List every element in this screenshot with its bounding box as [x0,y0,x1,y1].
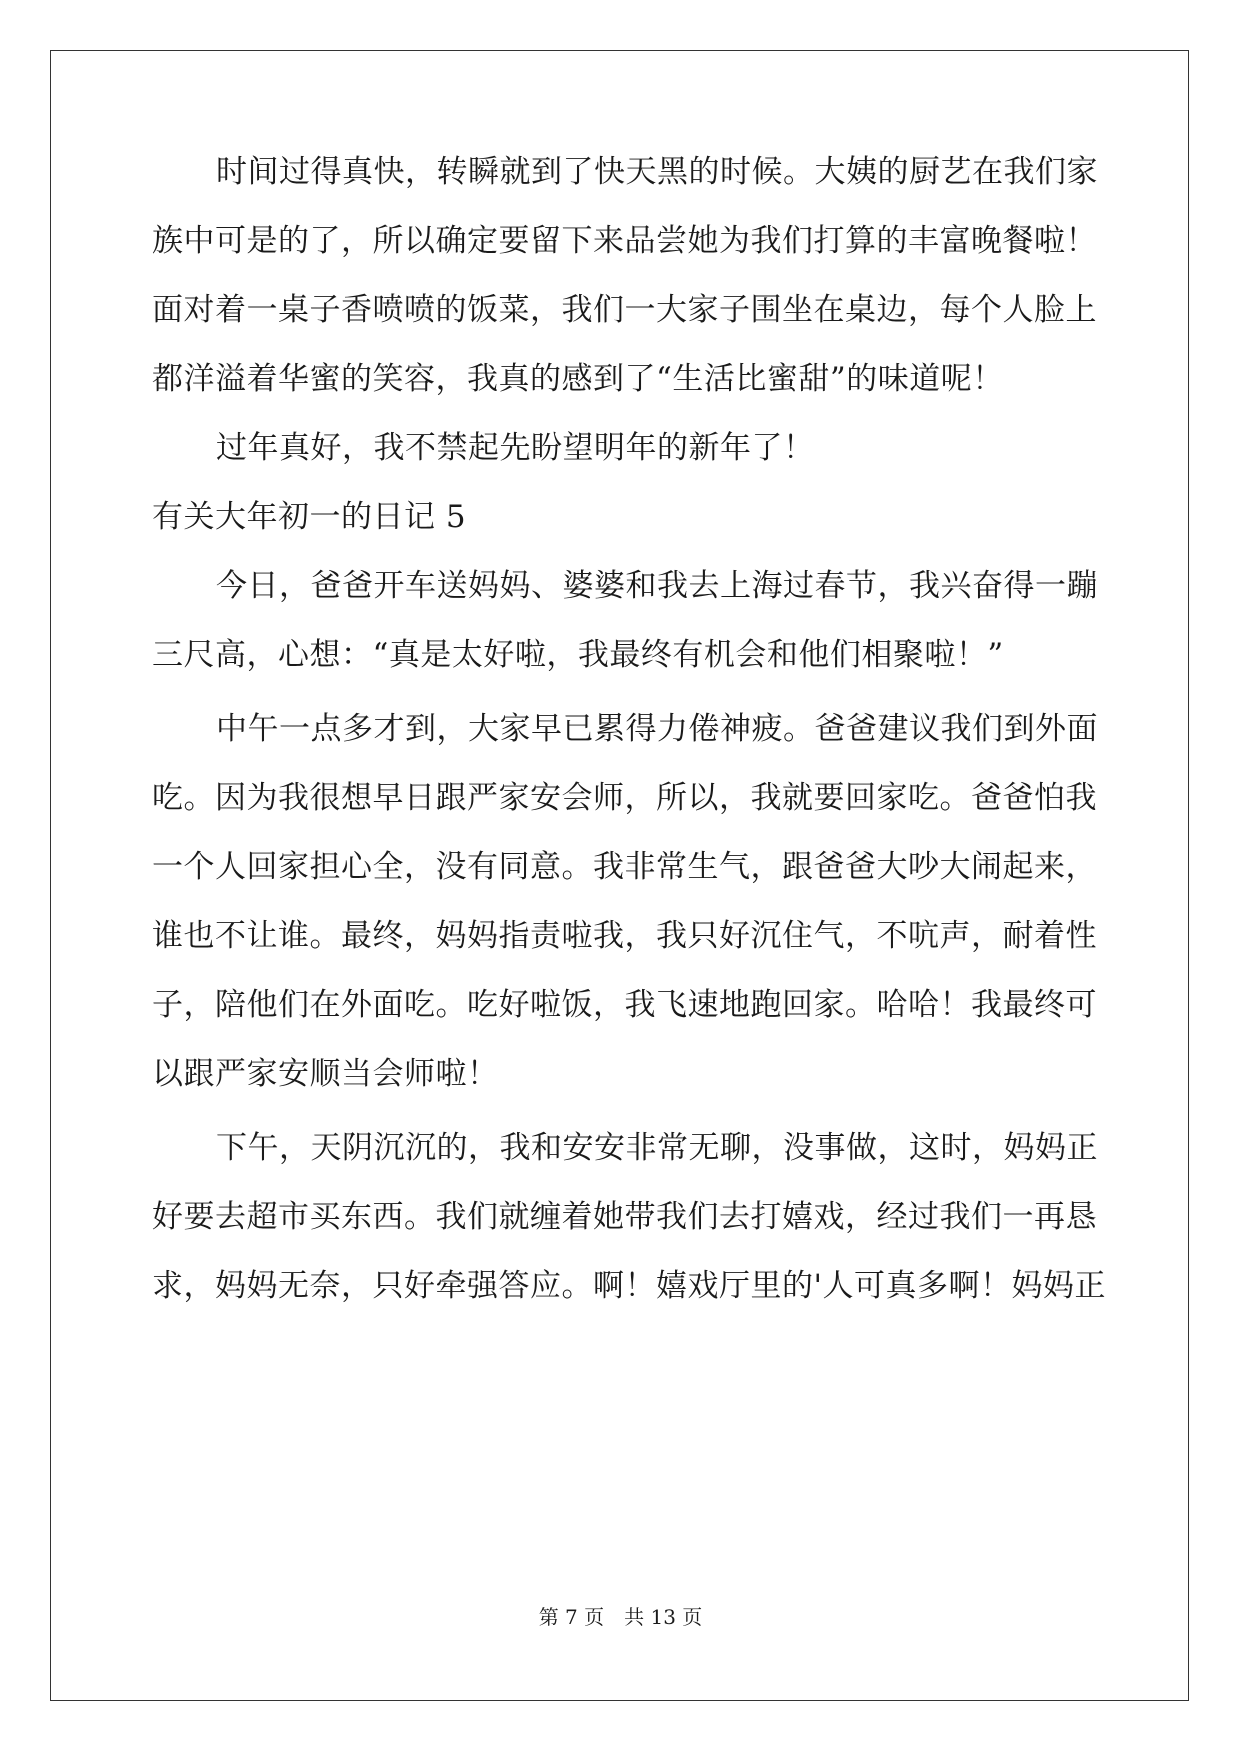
text-line: 一个人回家担心全，没有同意。我非常生气，跟爸爸大吵大闹起来， [152,849,1097,885]
text-line: 都洋溢着华蜜的笑容，我真的感到了“生活比蜜甜”的味道呢！ [152,361,1004,397]
text-line: 今日，爸爸开车送妈妈、婆婆和我去上海过春节，我兴奋得一蹦 [216,568,1098,604]
text-line: 中午一点多才到，大家早已累得力倦神疲。爸爸建议我们到外面 [216,711,1098,747]
text-line: 族中可是的了，所以确定要留下来品尝她为我们打算的丰富晚餐啦！ [152,223,1097,259]
text-line: 时间过得真快，转瞬就到了快天黑的时候。大姨的厨艺在我们家 [216,154,1098,190]
text-line: 求，妈妈无奈，只好牵强答应。啊！嬉戏厅里的'人可真多啊！妈妈正 [152,1268,1107,1304]
text-line: 子，陪他们在外面吃。吃好啦饭，我飞速地跑回家。哈哈！我最终可 [152,987,1097,1023]
text-line: 面对着一桌子香喷喷的饭菜，我们一大家子围坐在桌边，每个人脸上 [152,292,1097,328]
text-line: 以跟严家安顺当会师啦！ [152,1056,499,1092]
text-line: 过年真好，我不禁起先盼望明年的新年了！ [216,430,815,466]
text-line: 三尺高，心想：“真是太好啦，我最终有机会和他们相聚啦！” [152,637,1004,673]
section-heading: 有关大年初一的日记 5 [152,499,467,535]
page-number: 第 7 页 共 13 页 [538,1605,703,1629]
text-line: 好要去超市买东西。我们就缠着她带我们去打嬉戏，经过我们一再恳 [152,1199,1097,1235]
text-line: 吃。因为我很想早日跟严家安会师，所以，我就要回家吃。爸爸怕我 [152,780,1097,816]
text-line: 下午，天阴沉沉的，我和安安非常无聊，没事做，这时，妈妈正 [216,1130,1098,1166]
text-line: 谁也不让谁。最终，妈妈指责啦我，我只好沉住气，不吭声，耐着性 [152,918,1097,954]
